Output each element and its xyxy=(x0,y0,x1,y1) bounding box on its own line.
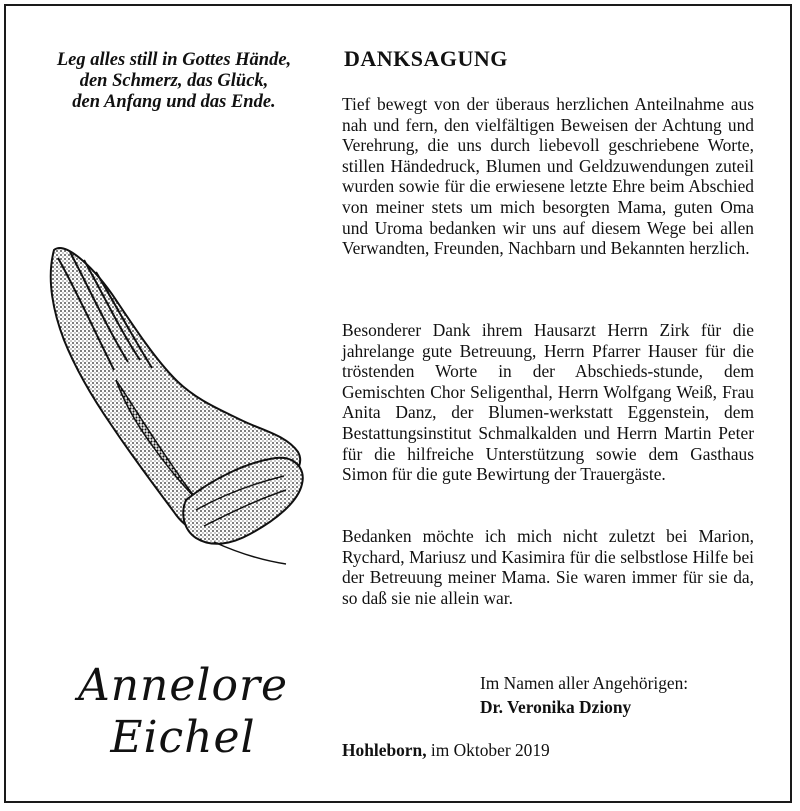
signature-block xyxy=(480,671,770,719)
motto-line: den Anfang und das Ende. xyxy=(72,92,276,112)
praying-hands-icon xyxy=(36,230,326,570)
thanks-paragraph: Besonderer Dank ihrem Hausarzt Herrn Zirk für die jahrelange gute Betreuung, Herrn Pfarrer Hauser für die tröstenden Worte in der Abschieds-stunde, dem Gemischten Chor Seligenthal, Herrn Wolfgang Weiß, Frau Anita Danz, der Blumen-werkstatt Eggenstein, dem Bestattungsinstitut Schmalkalden und Herrn Martin Peter für die hilfreiche Unterstützung sowie dem Gasthaus Simon für die gute Bewirtung der Trauergäste. xyxy=(342,320,754,485)
motto-verse xyxy=(38,50,310,113)
thanks-paragraph: Tief bewegt von der überaus herzlichen Anteilnahme aus nah und fern, den vielfältigen Beweisen der Achtung und Verehrung, die uns durch liebevoll geschriebene Worte, stillen Händedruck, Blumen und Geldzuwendungen zuteil wurden sowie für die erwiesene letzte Ehre beim Abschied von meiner stets um mich besorgten Mama, guten Oma und Uroma bedanken wir uns auf diesem Wege bei allen Verwandten, Freunden, Nachbarn und Bekannten herzlich. xyxy=(342,94,754,259)
place-date xyxy=(342,740,550,761)
deceased-name xyxy=(22,660,344,764)
place-town: Hohleborn, xyxy=(342,740,427,760)
signature-intro: Im Namen aller Angehörigen: xyxy=(480,673,689,693)
thanks-paragraph: Bedanken möchte ich mich nicht zuletzt bei Marion, Rychard, Mariusz und Kasimira für die selbstlose Hilfe bei der Betreuung meiner Mama. Sie waren immer für sie da, so daß sie nie allein war. xyxy=(342,526,754,608)
motto-line: Leg alles still in Gottes Hände, xyxy=(56,50,292,70)
motto-line: den Schmerz, das Glück, xyxy=(79,71,269,91)
first-name: Annelore xyxy=(77,660,289,711)
place-date-text: im Oktober 2019 xyxy=(430,740,550,760)
signature-name: Dr. Veronika Dziony xyxy=(480,697,632,717)
last-name: Eichel xyxy=(110,712,256,763)
page-title: DANKSAGUNG xyxy=(344,46,508,71)
